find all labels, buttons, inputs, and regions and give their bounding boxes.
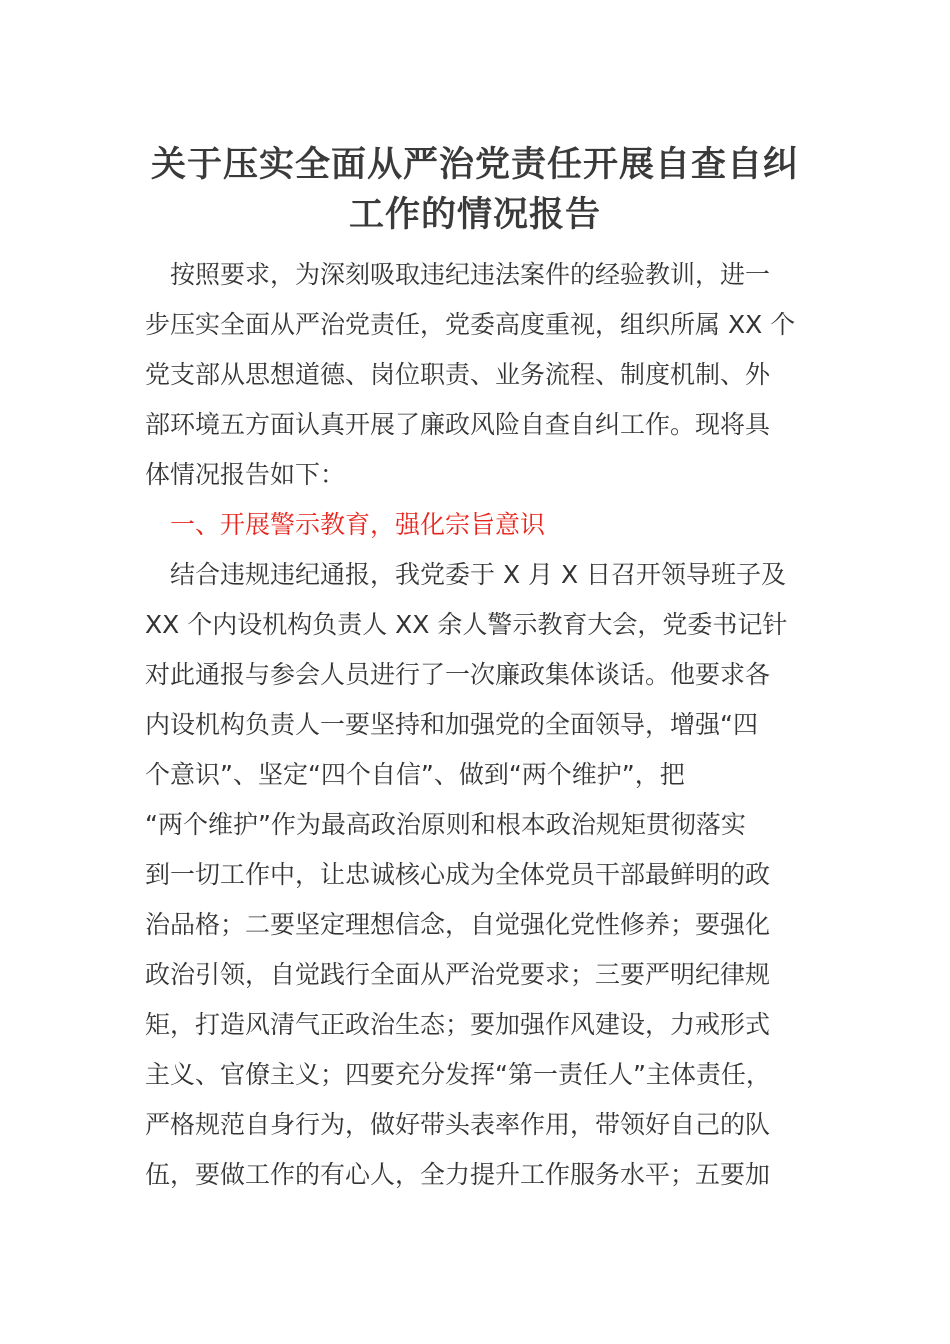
document-title-line-2: 工作的情况报告 <box>348 195 601 235</box>
intro-line-2: 步压实全面从严治党责任，党委高度重视，组织所属 XX 个 <box>145 310 796 339</box>
intro-line-1: 按照要求，为深刻吸取违纪违法案件的经验教训，进一 <box>170 260 771 289</box>
intro-line-5: 体情况报告如下： <box>145 460 346 489</box>
section1-line-2: XX 个内设机构负责人 XX 余人警示教育大会，党委书记针 <box>145 610 788 639</box>
section1-line-4: 内设机构负责人一要坚持和加强党的全面领导，增强“四 <box>145 710 758 739</box>
section1-line-9: 政治引领，自觉践行全面从严治党要求；三要严明纪律规 <box>145 960 771 989</box>
section1-line-12: 严格规范自身行为，做好带头表率作用，带领好自己的队 <box>145 1110 771 1139</box>
section-heading-1: 一、开展警示教育，强化宗旨意识 <box>170 510 546 539</box>
intro-line-4: 部环境五方面认真开展了廉政风险自查自纠工作。现将具 <box>145 410 771 439</box>
section1-line-7: 到一切工作中，让忠诚核心成为全体党员干部最鲜明的政 <box>145 860 771 889</box>
document-title-line-1: 关于压实全面从严治党责任开展自查自纠 <box>150 145 799 185</box>
section1-line-10: 矩，打造风清气正政治生态；要加强作风建设，力戒形式 <box>145 1010 771 1039</box>
section1-line-5: 个意识”、坚定“四个自信”、做到“两个维护”，把 <box>145 760 685 789</box>
section1-line-1: 结合违规违纪通报，我党委于 X 月 X 日召开领导班子及 <box>170 560 787 589</box>
section1-line-13: 伍，要做工作的有心人，全力提升工作服务水平；五要加 <box>145 1160 771 1189</box>
section1-line-8: 治品格；二要坚定理想信念，自觉强化党性修养；要强化 <box>145 910 771 939</box>
section1-line-6: “两个维护”作为最高政治原则和根本政治规矩贯彻落实 <box>145 810 746 839</box>
intro-line-3: 党支部从思想道德、岗位职责、业务流程、制度机制、外 <box>145 360 771 389</box>
section1-line-3: 对此通报与参会人员进行了一次廉政集体谈话。他要求各 <box>145 660 771 689</box>
section1-line-11: 主义、官僚主义；四要充分发挥“第一责任人”主体责任， <box>145 1060 771 1089</box>
